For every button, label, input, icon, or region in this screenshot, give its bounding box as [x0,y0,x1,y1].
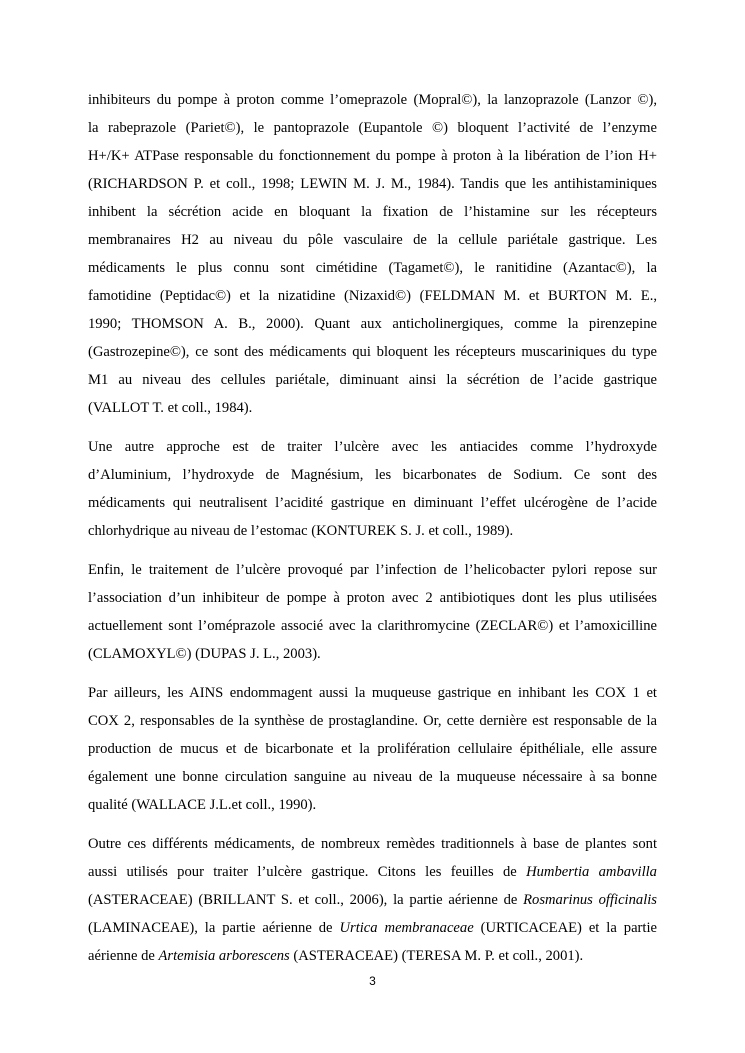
text-line [88,858,657,886]
paragraph [88,679,657,819]
text-line [88,735,657,763]
text-segment: actuellement sont l’oméprazole associé avec la clarithromycine (ZECLAR©) et l’amoxicilline [88,618,657,634]
text-line [88,338,657,366]
text-line [88,517,657,545]
text-line [88,612,657,640]
text-segment: H+/K+ ATPase responsable du fonctionnement du pompe à proton à la libération de l’ion H+ [88,148,657,164]
text-line [88,310,657,338]
text-segment: médicaments le plus connu sont cimétidine (Tagamet©), le ranitidine (Azantac©), la [88,260,657,276]
text-line [88,830,657,858]
text-segment: inhibiteurs du pompe à proton comme l’omeprazole (Mopral©), la lanzoprazole (Lanzor ©), [88,92,657,108]
text-segment: aérienne de [88,948,159,964]
text-line [88,170,657,198]
text-line [88,942,657,970]
text-line [88,791,657,819]
text-segment: (ASTERACEAE) (BRILLANT S. et coll., 2006), la partie aérienne de [88,892,524,908]
text-line [88,254,657,282]
text-line [88,142,657,170]
text-segment: (URTICACEAE) et la partie [473,920,657,936]
paragraph [88,86,657,422]
text-segment: (VALLOT T. et coll., 1984). [88,400,253,416]
text-segment: la rabeprazole (Pariet©), le pantoprazole (Eupantole ©) bloquent l’activité de l’enzyme [88,120,657,136]
text-line [88,366,657,394]
text-segment: également une bonne circulation sanguine au niveau de la muqueuse nécessaire à sa bonne [88,769,657,785]
paragraph [88,830,657,970]
text-line [88,679,657,707]
text-line [88,707,657,735]
text-segment: médicaments qui neutralisent l’acidité gastrique en diminuant l’effet ulcérogène de l’acide [88,495,657,511]
text-line [88,226,657,254]
text-line [88,763,657,791]
body-text [88,86,657,981]
text-segment: Outre ces différents médicaments, de nombreux remèdes traditionnels à base de plantes sont [88,836,657,852]
text-line [88,640,657,668]
text-line [88,556,657,584]
page-number: 3 [369,974,376,988]
text-line [88,86,657,114]
text-segment: (CLAMOXYL©) (DUPAS J. L., 2003). [88,646,321,662]
text-segment: d’Aluminium, l’hydroxyde de Magnésium, les bicarbonates de Sodium. Ce sont des [88,467,657,483]
paragraph [88,433,657,545]
paragraph [88,556,657,668]
text-line [88,914,657,942]
text-segment: COX 2, responsables de la synthèse de prostaglandine. Or, cette dernière est responsable de la [88,713,657,729]
text-segment: aussi utilisés pour traiter l’ulcère gastrique. Citons les feuilles de [88,864,527,880]
text-segment: Une autre approche est de traiter l’ulcère avec les antiacides comme l’hydroxyde [88,439,657,455]
text-segment: (RICHARDSON P. et coll., 1998; LEWIN M. J. M., 1984). Tandis que les antihistaminiques [88,176,657,192]
text-segment: Enfin, le traitement de l’ulcère provoqué par l’infection de l’helicobacter pylori repose sur [88,562,657,578]
text-segment: inhibent la sécrétion acide en bloquant la fixation de l’histamine sur les récepteurs [88,204,657,220]
text-segment: 1990; THOMSON A. B., 2000). Quant aux anticholinergiques, comme la pirenzepine [88,316,657,332]
text-segment: l’association d’un inhibiteur de pompe à proton avec 2 antibiotiques dont les plus utilisées [88,590,657,606]
text-segment: chlorhydrique au niveau de l’estomac (KONTUREK S. J. et coll., 1989). [88,523,514,539]
text-line [88,114,657,142]
species-name-italic: Rosmarinus officinalis [523,892,657,908]
text-line [88,282,657,310]
text-segment: Par ailleurs, les AINS endommagent aussi la muqueuse gastrique en inhibant les COX 1 et [88,685,657,701]
text-line [88,461,657,489]
species-name-italic: Artemisia arborescens [158,948,290,964]
text-line [88,489,657,517]
text-segment: famotidine (Peptidac©) et la nizatidine (Nizaxid©) (FELDMAN M. et BURTON M. E., [88,288,657,304]
species-name-italic: Urtica membranaceae [339,920,474,936]
text-line [88,886,657,914]
text-segment: (ASTERACEAE) (TERESA M. P. et coll., 2001). [289,948,584,964]
text-segment: (LAMINACEAE), la partie aérienne de [88,920,340,936]
text-line [88,433,657,461]
text-line [88,584,657,612]
species-name-italic: Humbertia ambavilla [526,864,657,880]
text-segment: M1 au niveau des cellules pariétale, diminuant ainsi la sécrétion de l’acide gastrique [88,372,657,388]
text-line [88,394,657,422]
text-line [88,198,657,226]
text-segment: production de mucus et de bicarbonate et la prolifération cellulaire épithéliale, elle assure [88,741,657,757]
text-segment: (Gastrozepine©), ce sont des médicaments qui bloquent les récepteurs muscariniques du type [88,344,657,360]
text-segment: qualité (WALLACE J.L.et coll., 1990). [88,797,317,813]
text-segment: membranaires H2 au niveau du pôle vasculaire de la cellule pariétale gastrique. Les [88,232,657,248]
